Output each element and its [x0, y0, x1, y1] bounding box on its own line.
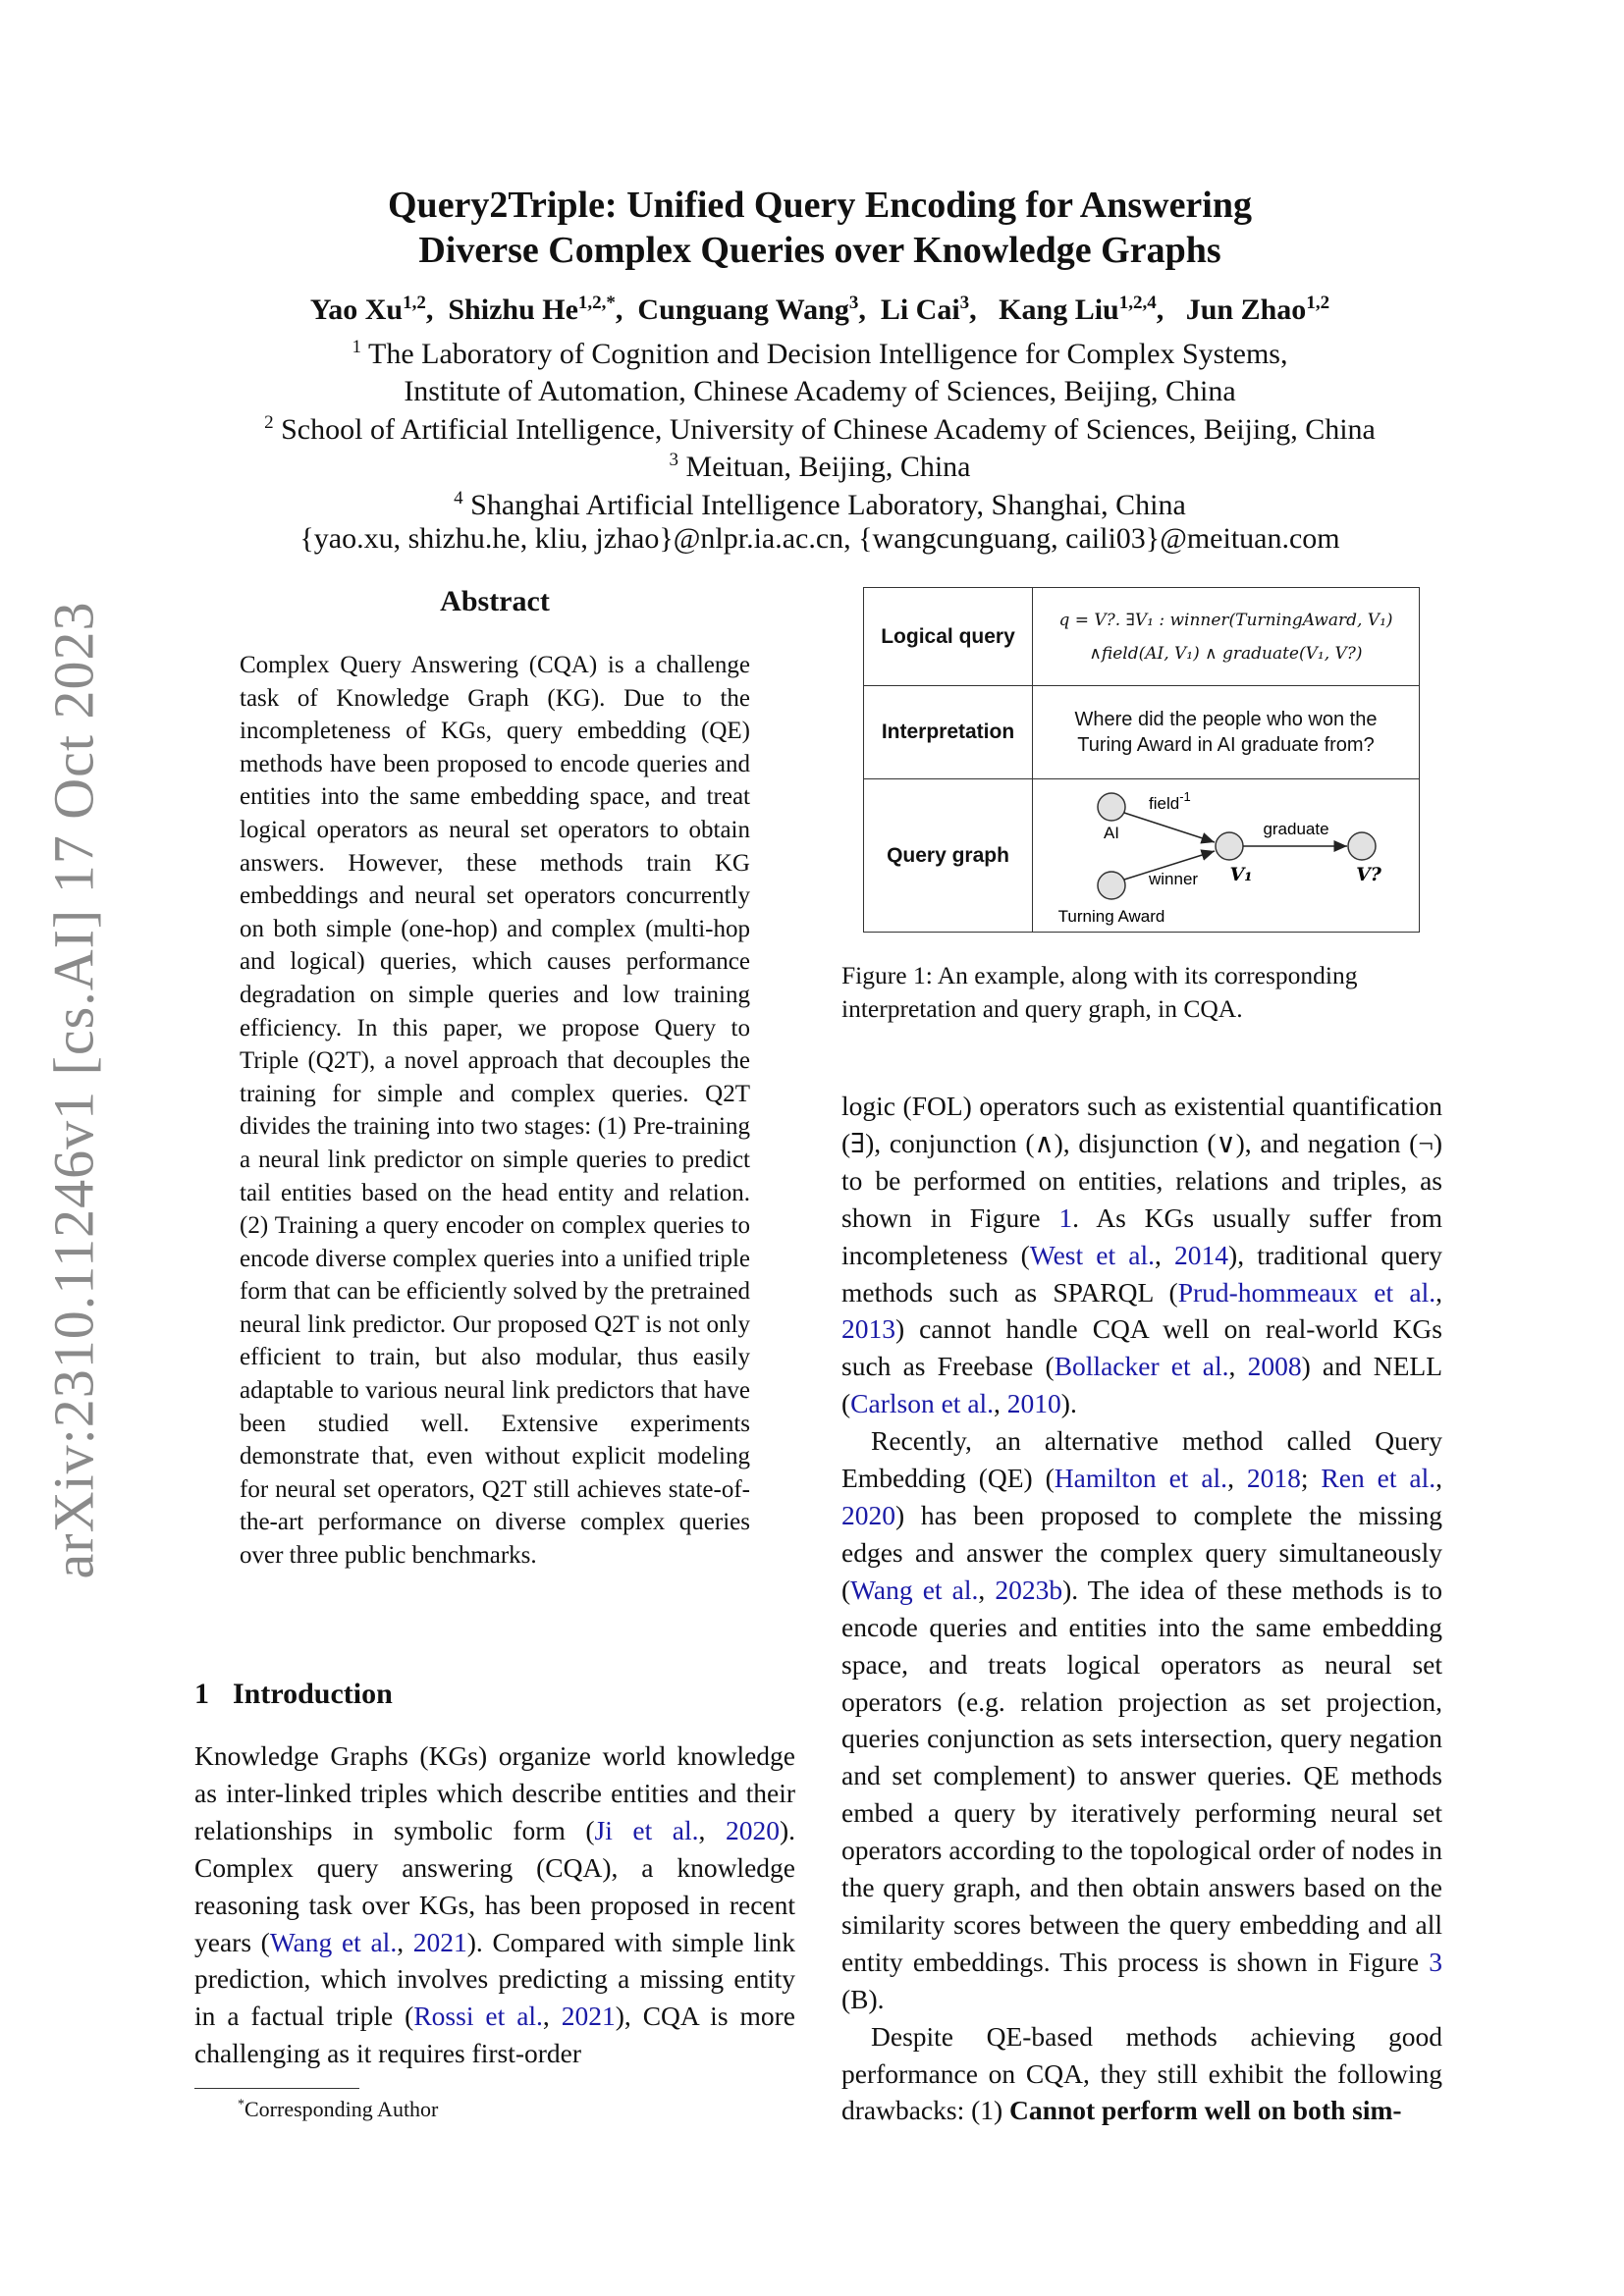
- citation-year-link[interactable]: 2021: [561, 2001, 616, 2032]
- citation-year-link[interactable]: 2020: [725, 1814, 780, 1845]
- citation-link[interactable]: Prud-hommeaux et al.: [1177, 1276, 1436, 1308]
- title-line-2: Diverse Complex Queries over Knowledge Graphs: [418, 230, 1221, 271]
- label-graduate: graduate: [1263, 820, 1329, 838]
- author: Jun Zhao$^{1,2}$: [1185, 293, 1330, 326]
- node-ai: [1098, 793, 1125, 821]
- citation-year-link[interactable]: 2018: [1246, 1463, 1301, 1494]
- author: Cunguang Wang$^3$: [637, 293, 859, 326]
- label-winner: winner: [1149, 870, 1199, 888]
- arxiv-stamp: [39, 486, 108, 1693]
- citation-year-link[interactable]: 2020: [841, 1499, 895, 1530]
- right-column-body: [841, 1088, 1442, 2129]
- citation-link[interactable]: Bollacker et al.: [1054, 1351, 1229, 1382]
- interpretation-text: Where did the people who won the Turing Award in AI graduate from?: [1074, 709, 1378, 756]
- author-emails: {yao.xu, shizhu.he, kliu, jzhao}@nlpr.ia.ac.cn, {wangcunguang, caili03}@meituan.com: [299, 522, 1340, 555]
- query-graph-diagram: [1033, 779, 1418, 932]
- label-turing-award: Turning Award: [1057, 907, 1165, 926]
- node-v-target: [1348, 832, 1376, 860]
- citation-link[interactable]: Carlson et al.: [850, 1388, 995, 1419]
- citation-link[interactable]: West et al.: [1029, 1239, 1156, 1270]
- citation-link[interactable]: Hamilton et al.: [1054, 1463, 1228, 1494]
- citation-link[interactable]: Ji et al.: [594, 1814, 699, 1845]
- affiliation-1: $^1$ The Laboratory of Cognition and Decision Intelligence for Complex Systems, Institute of Automation, Chinese Academy of Sciences, Beijing, China: [352, 337, 1288, 407]
- paragraph: Recently, an alternative method called Query Embedding (QE) (Hamilton et al., 2018; Ren et al., 2020) has been proposed to complete the missing edges and answer the complex query simultaneously (Wang et al., 2023b). The idea of these methods is to encode queries and entities into the same embedding space, and treats logical operators as neural set operators (e.g. relation projection as set projection, queries conjunction as sets intersection, query negation and set complement) to answer queries. QE methods embed a query by iteratively performing neural set operators according to the topological order of nodes in the query graph, and then obtain answers based on the similarity scores between the query embedding and all entity embeddings. This process is shown in Figure 3 (B).: [841, 1425, 1443, 2014]
- paragraph: Despite QE-based methods achieving good performance on CQA, they still exhibit the following drawbacks: (1) Cannot perform well on both sim-: [841, 2020, 1442, 2126]
- figure-row-label: Query graph: [864, 779, 1033, 932]
- citation-year-link[interactable]: 2010: [1006, 1388, 1061, 1419]
- abstract-body: Complex Query Answering (CQA) is a challenge task of Knowledge Graph (KG). Due to the incompleteness of KGs, query embedding (QE) methods have been proposed to encode queries and entities into the same embedding space, and treat logical operators as neural set operators to obtain answers. However, these methods train KG embeddings and neural set operators concurrently on both simple (one-hop) and complex (multi-hop and logical) queries, which causes performance degradation on simple queries and low training efficiency. In this paper, we propose Query to Triple (Q2T), a novel approach that decouples the training for simple and complex queries. Q2T divides the training into two stages: (1) Pre-training a neural link predictor on simple queries to predict tail entities based on the head entity and relation. (2) Training a query encoder on complex queries to encode diverse complex queries into a unified triple form that can be efficiently solved by the pretrained neural link predictor. Our proposed Q2T is not only efficient to train, but also modular, thus easily adaptable to various neural link predictors that have been studied well. Extensive experiments demonstrate that, even without explicit modeling for neural set operators, Q2T still achieves state-of-the-art performance on diverse complex queries over three public benchmarks.: [240, 652, 750, 1570]
- node-turing-award: [1098, 872, 1125, 899]
- label-ai: AI: [1103, 824, 1120, 842]
- figure-row-label: Logical query: [864, 588, 1033, 685]
- logical-query-formula: q = V?. ∃V₁ : winner(TurningAward, V₁) ∧field(AI, V₁) ∧ graduate(V₁, V?): [1058, 610, 1393, 664]
- edge-field: [1124, 813, 1215, 842]
- label-v-target: V?: [1356, 864, 1381, 885]
- abstract-heading: Abstract: [440, 585, 550, 617]
- intro-paragraph: Knowledge Graphs (KGs) organize world knowledge as inter-linked triples which describe entities and their relationships in symbolic form (Ji et al., 2020). Complex query answering (CQA), a knowledge reasoning task over KGs, has been proposed in recent years (Wang et al., 2021). Compared with simple link prediction, which involves predicting a missing entity in a factual triple (Rossi et al., 2021), CQA is more challenging as it requires first-order: [194, 1740, 795, 2069]
- figure-ref-link[interactable]: 1: [1058, 1201, 1073, 1233]
- citation-link[interactable]: Wang et al.: [850, 1574, 979, 1605]
- figure-row-interpretation: [864, 686, 1419, 779]
- citation-year-link[interactable]: 2014: [1174, 1239, 1229, 1270]
- author: Shizhu $He^{1,2,*}$: [448, 293, 616, 326]
- node-v1: [1216, 832, 1243, 860]
- citation-year-link[interactable]: 2021: [412, 1926, 467, 1957]
- citation-year-link[interactable]: 2008: [1247, 1351, 1302, 1382]
- citation-year-link[interactable]: 2013: [841, 1313, 895, 1345]
- figure-row-label: Interpretation: [864, 686, 1033, 778]
- affiliation-4: $^4$ Shanghai Artificial Intelligence Laboratory, Shanghai, China: [454, 488, 1186, 521]
- affiliation-3: $^3$ Meituan, Beijing, China: [669, 450, 971, 483]
- figure-row-logical-query: [864, 588, 1419, 686]
- citation-link[interactable]: Rossi et al.: [413, 2001, 543, 2032]
- paper-title: [196, 183, 1443, 273]
- author-list: Yao Xu$^{1,2}$, Shizhu $He^{1,2,*}$, Cunguang Wang$^3$, Li Cai$^3$, Kang Liu$^{1,2,4}$, Jun Zhao$^{1,2}$: [309, 293, 1330, 326]
- title-line-1: Query2Triple: Unified Query Encoding for Answering: [388, 185, 1252, 226]
- footnote-rule: [194, 2088, 359, 2089]
- figure-row-query-graph: [864, 779, 1419, 932]
- label-field: field$^{-1}$: [1149, 789, 1191, 813]
- figure-1-caption: Figure 1: An example, along with its corresponding interpretation and query graph, in CQA.: [841, 961, 1358, 1023]
- paragraph: logic (FOL) operators such as existential quantification (∃), conjunction (∧), disjunction (∨), and negation (¬) to be performed on entities, relations and triples, as shown in Figure 1. As KGs usually suffer from incompleteness (West et al., 2014), traditional query methods such as SPARQL (Prud-hommeaux et al., 2013) cannot handle CQA well on real-world KGs such as Freebase (Bollacker et al., 2008) and NELL (Carlson et al., 2010).: [841, 1091, 1443, 1419]
- arxiv-stamp-text: arXiv:2310.11246v1 [cs.AI] 17 Oct 2023: [41, 601, 106, 1578]
- label-v1: V₁: [1229, 864, 1253, 885]
- author: Li Cai$^3$: [880, 293, 970, 326]
- author: Yao Xu$^{1,2}$: [309, 293, 426, 326]
- figure-ref-link[interactable]: 3: [1429, 1946, 1442, 1977]
- footnote: *Corresponding Author: [238, 2097, 439, 2121]
- figure-1: [863, 587, 1420, 933]
- citation-link[interactable]: Ren et al.: [1321, 1463, 1436, 1494]
- citation-link[interactable]: Wang et al.: [269, 1926, 398, 1957]
- affiliation-2: $^2$ School of Artificial Intelligence, University of Chinese Academy of Sciences, Beijing, China: [264, 412, 1376, 446]
- author: Kang Liu$^{1,2,4}$: [999, 293, 1157, 326]
- section-heading-introduction: 1 Introduction: [194, 1678, 393, 1710]
- citation-year-link[interactable]: 2023b: [995, 1574, 1063, 1605]
